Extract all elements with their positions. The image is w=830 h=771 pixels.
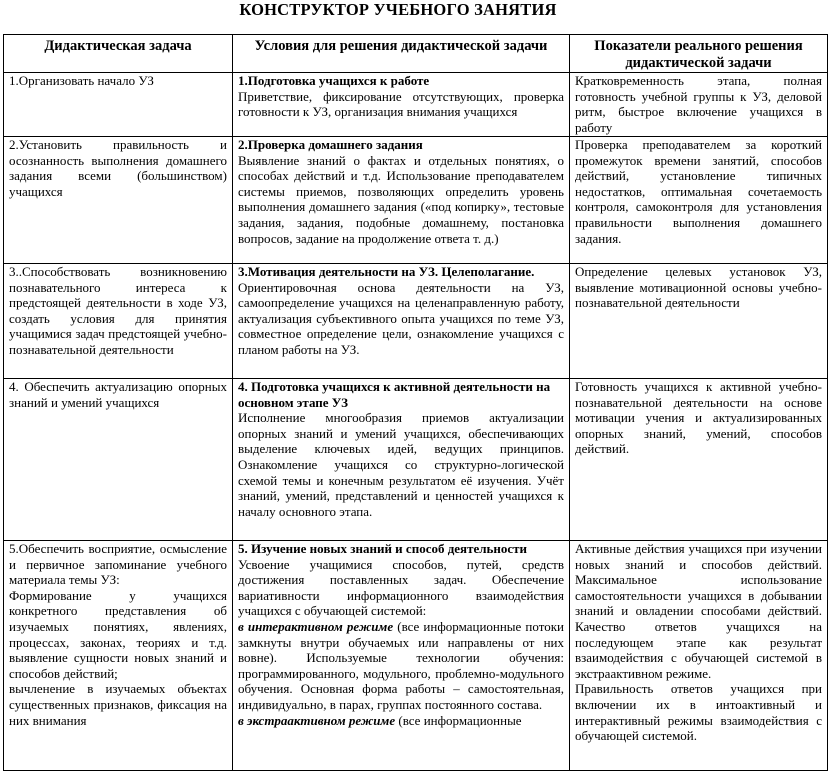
conditions-cell [233, 264, 570, 379]
result-cell: Кратковременность этапа, полная готовность учебной группы к УЗ, деловой ритм, быстрое включение учащихся в работу [570, 73, 828, 137]
table-row [4, 379, 828, 541]
conditions-text-part: (все информационные [395, 712, 522, 728]
header-didactic-task: Дидактическая задача [4, 35, 233, 73]
conditions-text-part: (все информационные потоки замкнуты внутри обучаемых или направлены от них вовне). Используемые технологии обучения: программированного, модульного, проблемно-модульного обучения. Основная форма работы – самостоятельная, индивидуально, в парах, группах постоянного состава. [238, 618, 564, 712]
task-cell [4, 541, 233, 771]
table-header-row [4, 35, 828, 73]
conditions-cell [233, 73, 570, 137]
conditions-title: 1.Подготовка учащихся к работе [238, 73, 430, 88]
conditions-text: Приветствие, фиксирование отсутствующих, проверка готовности к УЗ, организация внимания учащихся [238, 88, 564, 120]
table-row [4, 541, 828, 771]
task-cell: 2.Установить правильность и осознанность выполнения домашнего задания всеми (большинством) учащихся [4, 137, 233, 264]
result-text: Активные действия учащихся при изучении новых знаний и способов действий. Максимальное использование самостоятельности учащихся в добывании знаний и овладении способами действий. Качество ответов учащихся на последующем этапе как результат взаимодействия с обучающей системой в экстраактивном режиме. [575, 541, 822, 681]
lesson-constructor-table [3, 34, 828, 771]
result-cell: Определение целевых установок УЗ, выявление мотивационной основы учебно-познавательной деятельности [570, 264, 828, 379]
conditions-cell [233, 541, 570, 771]
table-row [4, 73, 828, 137]
conditions-text [238, 619, 564, 713]
task-text: 5.Обеспечить восприятие, осмысление и первичное запоминание учебного материала темы УЗ: [9, 541, 227, 588]
conditions-title: 4. Подготовка учащихся к активной деятельности на основном этапе УЗ [238, 379, 551, 410]
task-cell: 4. Обеспечить актуализацию опорных знаний и умений учащихся [4, 379, 233, 541]
task-cell: 3..Способствовать возникновению познавательного интереса к предстоящей деятельности в ходе УЗ, создать условия для принятия учащимися задач предстоящей учебно-познавательной деятельности [4, 264, 233, 379]
conditions-title: 5. Изучение новых знаний и способ деятельности [238, 541, 528, 556]
conditions-text: Ориентировочная основа деятельности на УЗ, самоопределение учащихся на целенаправленную работу, актуализация субъективного опыта учащихся по теме УЗ, совместное определение цели, ознакомление учащихся с планом работы на УЗ. [238, 279, 564, 357]
task-text: Формирование у учащихся конкретного представления об изучаемых понятиях, явлениях, процессах, законах, теориях и т.д. выявление сущности новых знаний и способов действий; [9, 587, 227, 681]
extraactive-mode-term: в экстраактивном режиме [238, 712, 396, 728]
conditions-title: 2.Проверка домашнего задания [238, 137, 423, 152]
table-row [4, 264, 828, 379]
conditions-text: Исполнение многообразия приемов актуализации опорных знаний и умений учащихся, обеспечивающих выделение ключевых идей, ведущих принципов. Ознакомление учащихся со структурно-логической схемой темы и конечным результатом её изучения. Учёт знаний, умений, представлений и ценностей учащихся к началу основного этапа. [238, 410, 564, 519]
result-text: Правильность ответов учащихся при включении их в интоактивный и интерактивный режимы взаимодействия с обучающей системой. [575, 681, 822, 744]
conditions-text [238, 713, 564, 729]
conditions-title: 3.Мотивация деятельности на УЗ. Целеполагание. [238, 264, 535, 279]
interactive-mode-term: в интерактивном режиме [238, 618, 394, 634]
task-cell: 1.Организовать начало УЗ [4, 73, 233, 137]
document-title: КОНСТРУКТОР УЧЕБНОГО ЗАНЯТИЯ [239, 0, 557, 19]
header-indicators: Показатели реального решения дидактической задачи [570, 35, 828, 73]
result-cell [570, 541, 828, 771]
result-cell: Готовность учащихся к активной учебно- познавательной деятельности на основе мотивации учения и актуализированных опорных знаний, умений, способов действий. [570, 379, 828, 541]
conditions-cell [233, 137, 570, 264]
conditions-text: Усвоение учащимися способов, путей, средств достижения поставленных задач. Обеспечение вариативности информационного взаимодействия учащихся с обучающей системой: [238, 556, 564, 619]
header-conditions: Условия для решения дидактической задачи [233, 35, 570, 73]
result-cell: Проверка преподавателем за короткий промежуток времени занятий, способов действий, установление типичных недостатков, оптимальная сочетаемость контроля, самоконтроля для установления правильности выполнения домашнего задания. [570, 137, 828, 264]
conditions-cell [233, 379, 570, 541]
conditions-text: Выявление знаний о фактах и отдельных понятиях, о способах действий и т.д. Использование преподавателем системы приемов, позволяющих определить уровень выполнения домашнего задания («под копирку», тестовые задания, задания, подобные домашнему, постановка вопросов, задание на продолжение ответа т. д.) [238, 152, 564, 246]
task-text: вычленение в изучаемых объектах существенных признаков, фиксация на них внимания [9, 681, 227, 728]
table-row [4, 137, 828, 264]
